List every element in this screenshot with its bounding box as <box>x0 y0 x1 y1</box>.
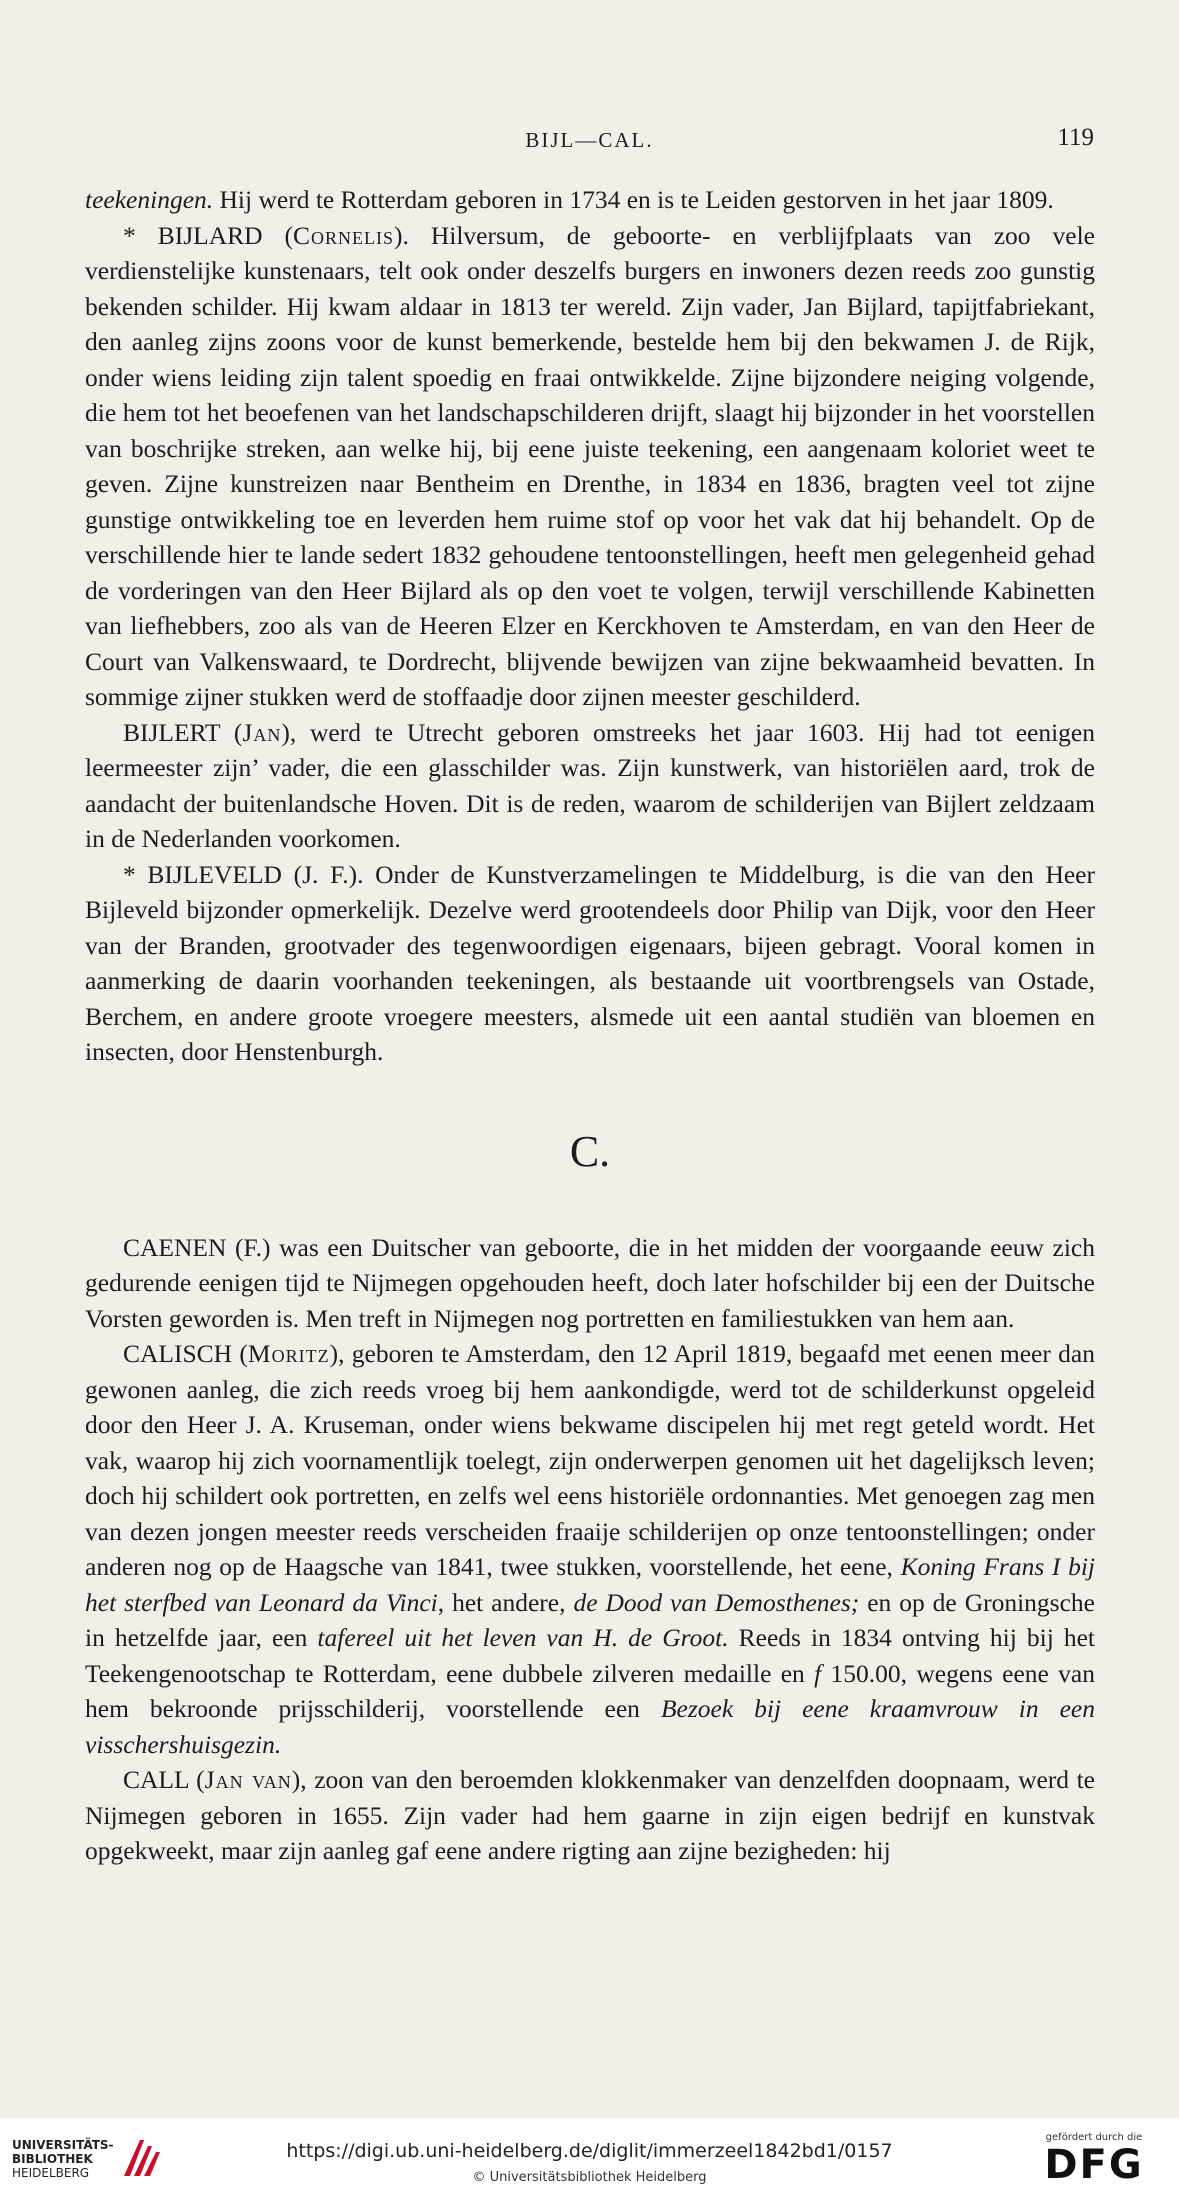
entry-paragraph <box>85 715 1095 857</box>
entry-paragraph <box>85 857 1095 1070</box>
library-name-line3: HEIDELBERG <box>12 2166 90 2180</box>
small-caps-name: Jan <box>242 717 282 747</box>
small-caps-name: Cornelis <box>292 220 394 250</box>
italic-text: de Dood van Demosthenes; <box>573 1587 860 1617</box>
entry-paragraph <box>85 1230 1095 1337</box>
entry-paragraph <box>85 1336 1095 1762</box>
italic-text: teekeningen. <box>85 185 214 214</box>
text-run: CALISCH ( <box>123 1339 248 1368</box>
entry-paragraph <box>85 218 1095 715</box>
source-url-link[interactable]: https://digi.ub.uni-heidelberg.de/diglit/immerzeel1842bd1/0157 <box>286 2140 893 2162</box>
library-name-line1: UNIVERSITÄTS- <box>12 2138 114 2152</box>
text-run: * BIJLARD ( <box>123 220 293 250</box>
running-title: BIJL—CAL. <box>525 128 654 152</box>
italic-text: Koning Frans I bij het sterfbed van Leonard da Vinci <box>85 1552 1095 1617</box>
footer <box>0 2118 1179 2198</box>
text-run: Reeds in 1834 ontving hij bij het Teekengenootschap te Rotterdam, eene dubbele zilveren medaille en <box>85 1623 1095 1688</box>
text-run: CALL ( <box>123 1765 205 1794</box>
copyright-notice: © Universitätsbibliothek Heidelberg <box>472 2170 707 2185</box>
text-run: CAENEN (F.) was een Duitscher van geboorte, die in het midden der voorgaande eeuw zich gedurende eenigen tijd te Nijmegen opgehouden heeft, doch later hofschilder bij een der Duitsche Vorsten geworden is. Men treft in Nijmegen nog portretten en familiestukken van hem aan. <box>85 1232 1095 1333</box>
small-caps-name: Moritz <box>247 1339 330 1368</box>
text-run: BIJLERT ( <box>123 717 243 747</box>
section-letter: C. <box>569 1126 611 1176</box>
text-run: en op de Groningsche in hetzelfde jaar, een <box>85 1587 1095 1652</box>
dfg-logo-text: DFG <box>1044 2142 1144 2188</box>
page-number: 119 <box>1057 124 1094 151</box>
entry-paragraph <box>85 182 1095 218</box>
small-caps-name: Jan van <box>204 1765 292 1794</box>
dfg-funding-logo[interactable] <box>1029 2132 1159 2187</box>
text-run: ), werd te Utrecht geboren omstreeks het jaar 1603. Hij had tot eenigen leermeester zijn’ vader, die een glasschilder was. Zijn kunstwerk, van historiëlen aard, trok de aandacht der buitenlandsche Hoven. Dit is de reden, waarom de schilderijen van Bijlert zeldzaam in de Nederlanden voorkomen. <box>85 717 1095 853</box>
entries-before <box>85 182 1095 1070</box>
text-run: ). Hilversum, de geboorte- en verblijfplaats van zoo vele verdienstelijke kunstenaars, telt ook onder deszelfs burgers en inwoners dezen reeds zoo gunstig bekenden schilder. Hij kwam aldaar in 1813 ter wereld. Zijn vader, Jan Bijlard, tapijtfabriekant, den aanleg zijns zoons voor de kunst bemerkende, bestelde hem bij den bekwamen J. de Rijk, onder wiens leiding zijn talent spoedig en fraai ontwikkelde. Zijne bijzondere neiging volgende, die hem tot het beoefenen van het landschapschilderen drijft, slaagt hij bijzonder in het voorstellen van boschrijke streken, aan welke hij, bij eene juiste teekening, een aangenaam koloriet weet te geven. Zijne kunstreizen naar Bentheim en Drenthe, in 1834 en 1836, bragten veel tot zijne gunstige ontwikkeling toe en leverden hem ruime stof op voor het vak dat hij behandelt. Op de verschillende hier te lande sedert 1832 gehoudene tentoonstellingen, heeft men gelegenheid gehad de vorderingen van den Heer Bijlard als op den voet te volgen, terwijl verschillende Kabinetten van liefhebbers, zoo als van de Heeren Elzer en Kerckhoven te Amsterdam, en van den Heer de Court van Valkenswaard, te Dordrecht, blijvende bewijzen van zijne bekwaamheid bevatten. In sommige zijner stukken werd de stoffaadje door zijnen meester geschilderd. <box>85 220 1095 711</box>
entry-paragraph <box>85 1762 1095 1869</box>
italic-text: f <box>814 1658 822 1688</box>
funding-label: gefördert durch die <box>1045 2132 1143 2143</box>
text-run: 150.00, wegens eene van hem bekroonde prijsschilderij, voorstellende een <box>85 1658 1095 1723</box>
text-run: * BIJLEVELD (J. F.). Onder de Kunstverzamelingen te Middelburg, is die van den Heer Bijleveld bijzonder opmerkelijk. Dezelve werd grootendeels door Philip van Dijk, voor den Heer van der Branden, grootvader des tegenwoordigen eigenaars, bijeen gebragt. Vooral komen in aanmerking de daarin voorhanden teekeningen, als bestaande uit voortbrengsels van Ostade, Berchem, en andere groote vroegere meesters, alsmede uit een aantal studiën van bloemen en insecten, door Henstenburgh. <box>85 859 1095 1066</box>
body-text <box>85 182 1095 1869</box>
italic-text: Bezoek bij eene kraamvrouw in een visschershuisgezin. <box>85 1694 1095 1759</box>
text-run: ), zoon van den beroemden klokkenmaker van denzelfden doopnaam, werd te Nijmegen geboren in 1655. Zijn vader had hem gaarne in zijn eigen bedrijf en kunstvak opgekweekt, maar zijn aanleg gaf eene andere rigting aan zijne bezigheden: hij <box>85 1765 1095 1865</box>
italic-text: tafereel uit het leven van H. de Groot. <box>317 1623 729 1652</box>
text-run: , het andere, <box>437 1587 574 1617</box>
text-run: Hij werd te Rotterdam geboren in 1734 en is te Leiden gestorven in het jaar 1809. <box>213 185 1054 214</box>
entries-after <box>85 1230 1095 1869</box>
text-run: ), geboren te Amsterdam, den 12 April 1819, begaafd met eenen meer dan gewonen aanleg, die zich reeds vroeg bij hem aankondigde, werd tot de schilderkunst opgeleid door den Heer J. A. Kruseman, onder wiens bekwame discipelen hij met regt geteld wordt. Het vak, waarop hij zich voornamentlijk toelegt, zijn onderwerpen genomen uit het dagelijksch leven; doch hij schildert ook portretten, en zelfs wel eens historiële ordonnanties. Met genoegen zag men van dezen jongen meester reeds verscheiden fraaije schilderijen op onze tentoonstellingen; onder anderen nog op de Haagsche van 1841, twee stukken, voorstellende, het eene, <box>85 1339 1095 1581</box>
library-name-line2: BIBLIOTHEK <box>12 2152 93 2166</box>
